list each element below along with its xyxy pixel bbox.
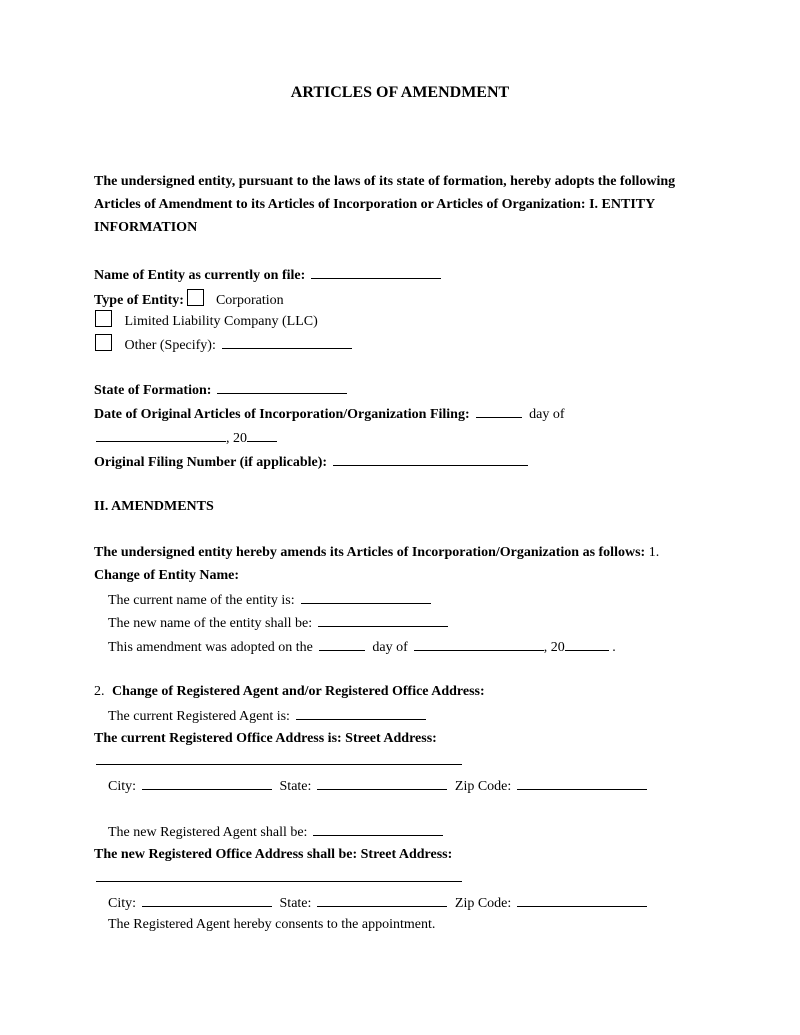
state-formation-label: State of Formation: xyxy=(94,383,212,398)
original-month-field[interactable] xyxy=(96,429,226,442)
state-formation-field[interactable] xyxy=(217,381,347,394)
new-office-label: The new Registered Office Address shall be: Street Address: xyxy=(94,847,453,862)
new-name-row xyxy=(108,614,448,632)
current-office-label: The current Registered Office Address is: Street Address: xyxy=(94,731,437,746)
new-city-field[interactable] xyxy=(142,894,272,907)
item-1-heading: Change of Entity Name: xyxy=(94,568,240,583)
day-of-text: day of xyxy=(529,407,565,422)
adopted-on-label: This amendment was adopted on the xyxy=(108,640,313,655)
original-date-label: Date of Original Articles of Incorporation/Organization Filing: xyxy=(94,407,470,422)
other-option-row xyxy=(95,334,352,354)
new-name-label: The new name of the entity shall be: xyxy=(108,616,313,631)
intro-line-2: Articles of Amendment to its Articles of Incorporation or Articles of Organization: I. ENTITY xyxy=(94,197,656,212)
current-name-field[interactable] xyxy=(301,591,431,604)
current-street-address-field[interactable] xyxy=(96,764,462,765)
llc-label: Limited Liability Company (LLC) xyxy=(124,314,318,329)
entity-name-row xyxy=(94,266,441,284)
current-city-field[interactable] xyxy=(142,777,272,790)
consent-text: The Registered Agent hereby consents to the appointment. xyxy=(108,917,436,932)
current-zip-label: Zip Code: xyxy=(454,779,512,794)
current-agent-row xyxy=(108,707,426,725)
other-specify-field[interactable] xyxy=(222,336,352,349)
adopted-on-row xyxy=(108,638,616,656)
current-state-field[interactable] xyxy=(317,777,447,790)
intro-line-3: INFORMATION xyxy=(94,220,198,235)
state-formation-row xyxy=(94,381,347,399)
item-1-number: 1. xyxy=(648,545,660,560)
adopted-period: . xyxy=(612,640,616,655)
filing-number-row xyxy=(94,453,528,471)
amend-intro-text: The undersigned entity hereby amends its Articles of Incorporation/Organization as follows: xyxy=(94,545,646,560)
current-city-label: City: xyxy=(108,779,137,794)
filing-number-label: Original Filing Number (if applicable): xyxy=(94,455,328,470)
other-label: Other (Specify): xyxy=(124,338,216,353)
adopted-day-field[interactable] xyxy=(319,638,365,651)
entity-type-label: Type of Entity: xyxy=(94,293,184,308)
item-2-number: 2. xyxy=(94,684,105,699)
adopted-year-field[interactable] xyxy=(565,638,609,651)
original-date-row-2 xyxy=(94,429,277,447)
new-state-field[interactable] xyxy=(317,894,447,907)
current-agent-label: The current Registered Agent is: xyxy=(108,709,290,724)
new-agent-label: The new Registered Agent shall be: xyxy=(108,825,308,840)
llc-option-row xyxy=(95,310,318,330)
current-agent-field[interactable] xyxy=(296,707,426,720)
corporation-checkbox[interactable] xyxy=(187,289,204,306)
item-2-row xyxy=(94,684,485,700)
amend-intro-row xyxy=(94,545,659,561)
adopted-month-field[interactable] xyxy=(414,638,544,651)
original-year-field[interactable] xyxy=(247,429,277,442)
document-title: ARTICLES OF AMENDMENT xyxy=(290,84,510,101)
new-street-address-field[interactable] xyxy=(96,881,462,882)
current-state-label: State: xyxy=(279,779,312,794)
new-city-label: City: xyxy=(108,896,137,911)
new-agent-field[interactable] xyxy=(313,823,443,836)
current-zip-field[interactable] xyxy=(517,777,647,790)
new-zip-label: Zip Code: xyxy=(454,896,512,911)
new-zip-field[interactable] xyxy=(517,894,647,907)
item-2-heading: Change of Registered Agent and/or Registered Office Address: xyxy=(112,684,485,699)
original-day-field[interactable] xyxy=(476,405,522,418)
filing-number-field[interactable] xyxy=(333,453,528,466)
llc-checkbox[interactable] xyxy=(95,310,112,327)
entity-name-field[interactable] xyxy=(311,266,441,279)
section-2-heading: II. AMENDMENTS xyxy=(94,499,214,514)
adopted-day-of-text: day of xyxy=(372,640,408,655)
corporation-label: Corporation xyxy=(215,293,284,308)
adopted-comma-20: , 20 xyxy=(543,640,565,655)
new-state-label: State: xyxy=(279,896,312,911)
intro-line-1: The undersigned entity, pursuant to the laws of its state of formation, hereby adopts the following xyxy=(94,174,676,189)
entity-name-label: Name of Entity as currently on file: xyxy=(94,268,306,283)
current-city-state-zip-row xyxy=(108,777,647,795)
current-name-label: The current name of the entity is: xyxy=(108,593,295,608)
original-date-row xyxy=(94,405,565,423)
comma-20-text: , 20 xyxy=(226,431,247,446)
new-agent-row xyxy=(108,823,443,841)
other-checkbox[interactable] xyxy=(95,334,112,351)
entity-type-row xyxy=(94,289,284,309)
new-city-state-zip-row xyxy=(108,894,647,912)
new-name-field[interactable] xyxy=(318,614,448,627)
current-name-row xyxy=(108,591,431,609)
